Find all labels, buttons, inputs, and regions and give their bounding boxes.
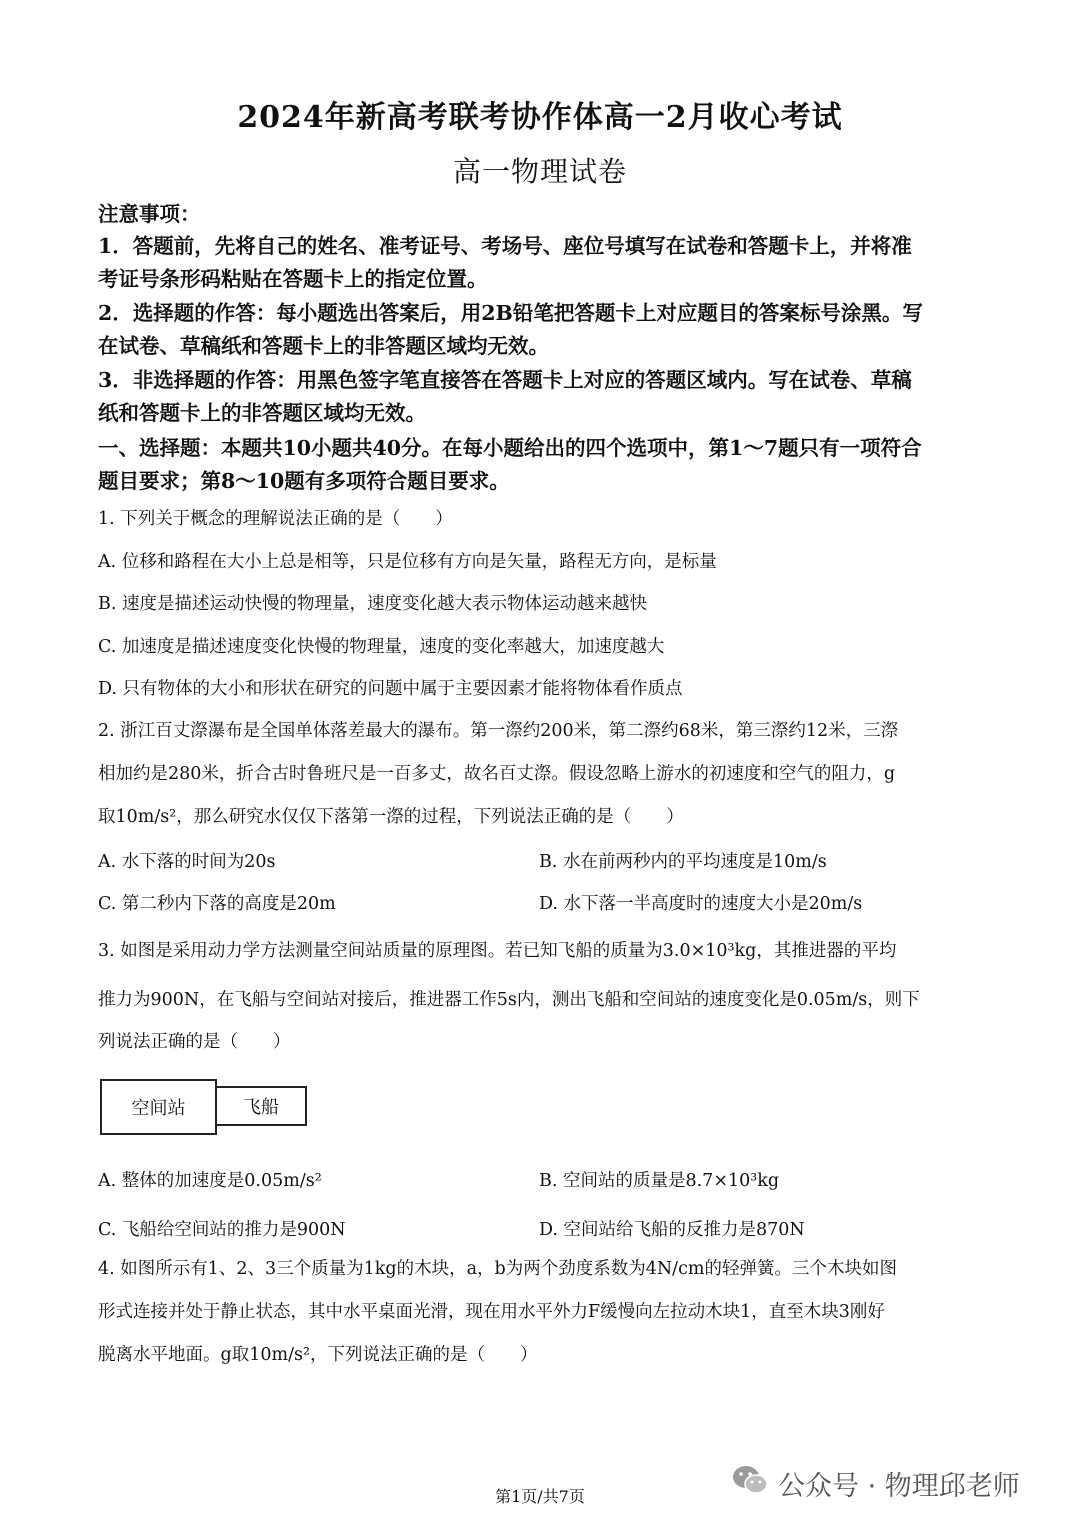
question-3-line-1: 3. 如图是采用动力学方法测量空间站质量的原理图。若已知飞船的质量为3.0×10³kg，其推进器的平均 bbox=[98, 941, 897, 961]
notice-item-2-line-1: 2．选择题的作答：每小题选出答案后，用2B铅笔把答题卡上对应题目的答案标号涂黑。写 bbox=[98, 301, 923, 325]
question-4-line-3: 脱离水平地面。g取10m/s²，下列说法正确的是（ ） bbox=[98, 1345, 538, 1365]
question-2-line-1: 2. 浙江百丈漈瀑布是全国单体落差最大的瀑布。第一漈约200米，第二漈约68米，第三漈约12米，三漈 bbox=[98, 721, 899, 741]
question-3-option-d: D. 空间站给飞船的反推力是870N bbox=[539, 1220, 805, 1240]
notice-item-3-line-1: 3．非选择题的作答：用黑色签字笔直接答在答题卡上对应的答题区域内。写在试卷、草稿 bbox=[98, 368, 912, 392]
spaceship-box: 飞船 bbox=[215, 1086, 307, 1126]
question-2-option-b: B. 水在前两秒内的平均速度是10m/s bbox=[539, 852, 827, 872]
question-3-option-c: C. 飞船给空间站的推力是900N bbox=[98, 1220, 346, 1240]
section-heading-line-1: 一、选择题：本题共10小题共40分。在每小题给出的四个选项中，第1～7题只有一项符合 bbox=[98, 436, 922, 460]
exam-subtitle: 高一物理试卷 bbox=[452, 155, 627, 188]
page-number: 第1页/共7页 bbox=[495, 1487, 585, 1506]
notice-heading: 注意事项： bbox=[98, 202, 201, 226]
question-1-option-a: A. 位移和路程在大小上总是相等，只是位移有方向是矢量，路程无方向，是标量 bbox=[98, 552, 717, 572]
question-3-line-2: 推力为900N，在飞船与空间站对接后，推进器工作5s内，测出飞船和空间站的速度变化是0.05m/s，则下 bbox=[98, 990, 920, 1010]
space-station-box: 空间站 bbox=[100, 1079, 217, 1135]
watermark-text: 公众号 · 物理邱老师 bbox=[778, 1470, 1020, 1502]
question-2-line-2: 相加约是280米，折合古时鲁班尺是一百多丈，故名百丈漈。假设忽略上游水的初速度和空气的阻力，g bbox=[98, 764, 896, 784]
notice-item-2-line-2: 在试卷、草稿纸和答题卡上的非答题区域均无效。 bbox=[98, 334, 549, 358]
notice-item-1-line-1: 1．答题前，先将自己的姓名、准考证号、考场号、座位号填写在试卷和答题卡上，并将准 bbox=[98, 234, 912, 258]
watermark bbox=[730, 1460, 1020, 1506]
question-1-option-d: D. 只有物体的大小和形状在研究的问题中属于主要因素才能将物体看作质点 bbox=[98, 679, 683, 699]
notice-item-3-line-2: 纸和答题卡上的非答题区域均无效。 bbox=[98, 401, 426, 425]
question-1-option-c: C. 加速度是描述速度变化快慢的物理量，速度的变化率越大，加速度越大 bbox=[98, 637, 665, 657]
question-2-option-a: A. 水下落的时间为20s bbox=[98, 852, 276, 872]
exam-title: 2024年新高考联考协作体高一2月收心考试 bbox=[237, 100, 843, 135]
question-2-option-d: D. 水下落一半高度时的速度大小是20m/s bbox=[539, 894, 863, 914]
question-3-option-b: B. 空间站的质量是8.7×10³kg bbox=[539, 1171, 780, 1191]
question-1-option-b: B. 速度是描述运动快慢的物理量，速度变化越大表示物体运动越来越快 bbox=[98, 594, 647, 614]
question-2-line-3: 取10m/s²，那么研究水仅仅下落第一漈的过程，下列说法正确的是（ ） bbox=[98, 807, 684, 827]
notice-item-1-line-2: 考证号条形码粘贴在答题卡上的指定位置。 bbox=[98, 267, 488, 291]
question-1-stem: 1. 下列关于概念的理解说法正确的是（ ） bbox=[98, 509, 453, 529]
wechat-icon bbox=[730, 1460, 770, 1507]
section-heading-line-2: 题目要求；第8～10题有多项符合题目要求。 bbox=[98, 469, 510, 493]
question-4-line-2: 形式连接并处于静止状态，其中水平桌面光滑，现在用水平外力F缓慢向左拉动木块1，直至木块3刚好 bbox=[98, 1302, 885, 1322]
question-3-option-a: A. 整体的加速度是0.05m/s² bbox=[98, 1171, 322, 1191]
question-4-line-1: 4. 如图所示有1、2、3三个质量为1kg的木块，a，b为两个劲度系数为4N/cm的轻弹簧。三个木块如图 bbox=[98, 1259, 897, 1279]
question-3-line-3: 列说法正确的是（ ） bbox=[98, 1032, 291, 1052]
question-2-option-c: C. 第二秒内下落的高度是20m bbox=[98, 894, 336, 914]
